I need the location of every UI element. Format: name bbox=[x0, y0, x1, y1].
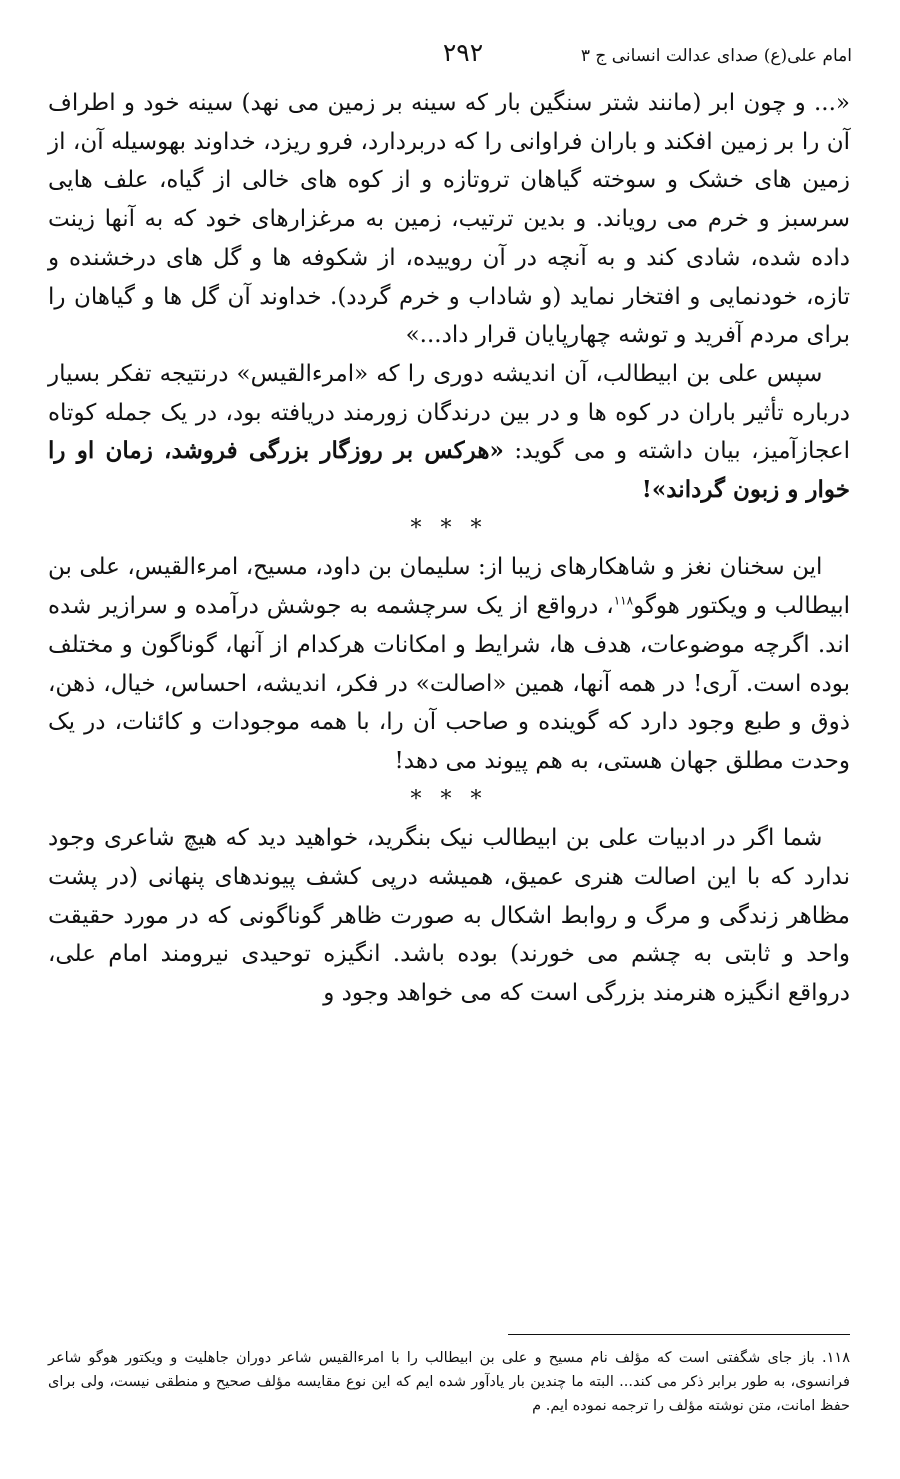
section-separator-1: * * * bbox=[410, 515, 488, 541]
paragraph-2-text: سپس علی بن ابیطالب، آن اندیشه دوری را که «امرءالقیس» درنتیجه تفکر بسیار درباره تأثیر باران در کوه ها و در بین درندگان زورمند دریافته بود، در یک جمله کوتاه اعجازآمیز، بیان داشته و می گوید: bbox=[48, 360, 850, 465]
paragraph-2 bbox=[48, 355, 850, 510]
section-separator-2: * * * bbox=[410, 786, 488, 812]
page-header bbox=[44, 38, 852, 72]
page-number: ٢٩٢ bbox=[442, 38, 484, 67]
footnote-divider bbox=[508, 1334, 850, 1335]
footnote: ١١٨. باز جای شگفتی است که مؤلف نام مسیح و علی بن ابیطالب را با امرءالقیس شاعر دوران جاهلیت و ویکتور هوگو شاعر فرانسوی، به طور برابر ذکر می کند... البته ما چندین بار یادآور شده ایم که این نوع مقایسه مؤلف صحیح و منطقی نیست، ولی برای حفظ امانت، متن نوشته مؤلف را ترجمه نموده ایم. م bbox=[48, 1350, 850, 1414]
book-title: امام علی(ع) صدای عدالت انسانی ج ٣ bbox=[580, 46, 852, 66]
quoted-saying: «هرکس بر روزگار بزرگی فروشد، زمان او را خوار و زبون گرداند»! bbox=[48, 437, 850, 504]
paragraph-3-text-a: این سخنان نغز و شاهکارهای زیبا از: سلیمان بن داود، مسیح، امرءالقیس، علی بن ابیطالب و ویکتور هوگو bbox=[48, 554, 850, 620]
paragraph-3 bbox=[48, 548, 850, 780]
footnote-reference[interactable]: ١١٨ bbox=[613, 593, 634, 608]
body-text bbox=[48, 84, 850, 1013]
paragraph-3-text-b: ، درواقع از یک سرچشمه به جوشش درآمده و سرازیر شده اند. اگرچه موضوعات، هدف ها، شرایط و امکانات هرکدام از آنها، گوناگون و مختلف بوده است. آری! در همه آنها، همین «اصالت» در فکر، اندیشه، احساس، خیال، ذهن، ذوق و طبع وجود دارد که گوینده و صاحب آن را، با همه موجودات و کائنات، در یک وحدت مطلق جهان هستی، به هم پیوند می دهد! bbox=[48, 593, 850, 774]
paragraph-4: شما اگر در ادبیات علی بن ابیطالب نیک بنگرید، خواهید دید که هیچ شاعری وجود ندارد که با این اصالت هنری عمیق، همیشه درپی کشف پیوندهای پنهانی (در پشت مظاهر زندگی و مرگ و روابط اشکال به صورت ظاهر گوناگونی که در مورد حقیقت واحد و ثابتی به چشم می خورند) بوده باشد. انگیزه توحیدی نیرومند امام علی، درواقع انگیزه هنرمند بزرگی است که می خواهد وجود و bbox=[48, 825, 850, 1007]
paragraph-1: «... و چون ابر (مانند شتر سنگین بار که سینه بر زمین می نهد) سینه خود و اطراف آن را بر زمین افکند و باران فراوانی را که دربردارد، فرو ریزد، خداوند بهوسیله آن، از زمین های خشک و سوخته گیاهان تروتازه و از کوه های خالی از گیاه، علف هایی سرسبز و خرم می رویاند. و بدین ترتیب، زمین به مرغزارهای خود که به آنها زینت داده شده، شادی کند و به آنچه در آن روییده، از شکوفه ها و گل های درخشنده و تازه، خودنمایی و افتخار نماید (و شاداب و خرم گردد). خداوند آن گل ها و گیاهان را برای مردم آفرید و توشه چهارپایان قرار داد...» bbox=[48, 90, 850, 349]
